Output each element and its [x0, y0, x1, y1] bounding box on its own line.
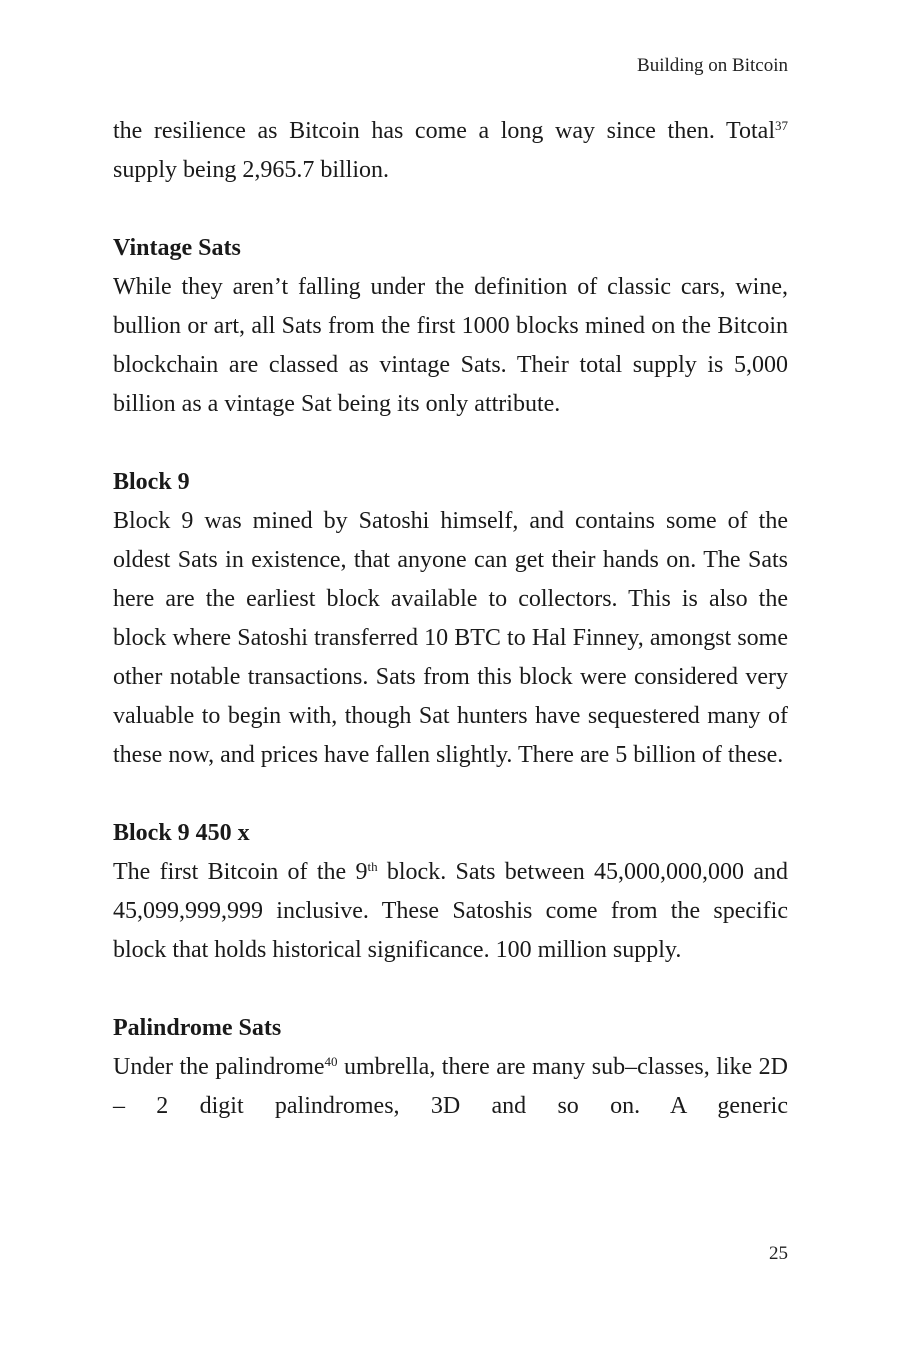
footnote-ref-40[interactable]: 40 [324, 1054, 338, 1069]
ordinal-superscript: th [367, 859, 378, 874]
intro-text-part2: supply being 2,965.7 billion. [113, 157, 389, 183]
section-block-9 [113, 463, 788, 775]
section-body-part2: block. Sats between 45,000,000,000 and 45,099,999,999 inclusive. These Satoshis come from the specific block that holds historical significance. 100 million supply. [113, 859, 789, 963]
section-body [113, 1048, 788, 1126]
section-body-part2: umbrella, there are many sub–classes, like 2D – 2 digit palindromes, 3D and so on. A generic [113, 1054, 789, 1119]
section-body-part1: Under the palindrome [113, 1054, 325, 1080]
section-block-9-450x [113, 814, 788, 970]
section-body [113, 853, 788, 970]
section-heading: Block 9 [113, 469, 190, 495]
page-number: 25 [769, 1243, 788, 1264]
running-header: Building on Bitcoin [637, 55, 788, 76]
section-heading: Vintage Sats [113, 235, 241, 261]
intro-paragraph [113, 112, 788, 190]
page-body [113, 112, 788, 1126]
section-heading: Palindrome Sats [113, 1015, 282, 1041]
section-body: While they aren’t falling under the definition of classic cars, wine, bullion or art, all Sats from the first 1000 blocks mined on the Bitcoin blockchain are classed as vintage Sats. Their total supply is 5,000 billion as a vintage Sat being its only attribute. [113, 274, 788, 417]
footnote-ref-37[interactable]: 37 [775, 118, 788, 133]
section-vintage-sats [113, 229, 788, 424]
section-heading: Block 9 450 x [113, 820, 250, 846]
section-body: Block 9 was mined by Satoshi himself, and contains some of the oldest Sats in existence, that anyone can get their hands on. The Sats here are the earliest block available to collectors. This is also the block where Satoshi transferred 10 BTC to Hal Finney, amongst some other notable transactions. Sats from this block were considered very valuable to begin with, though Sat hunters have sequestered many of these now, and prices have fallen slightly. There are 5 billion of these. [113, 508, 788, 768]
intro-text-part1: the resilience as Bitcoin has come a long way since then. Total [113, 118, 775, 144]
section-body-part1: The first Bitcoin of the 9 [113, 859, 368, 885]
section-palindrome-sats [113, 1009, 788, 1126]
